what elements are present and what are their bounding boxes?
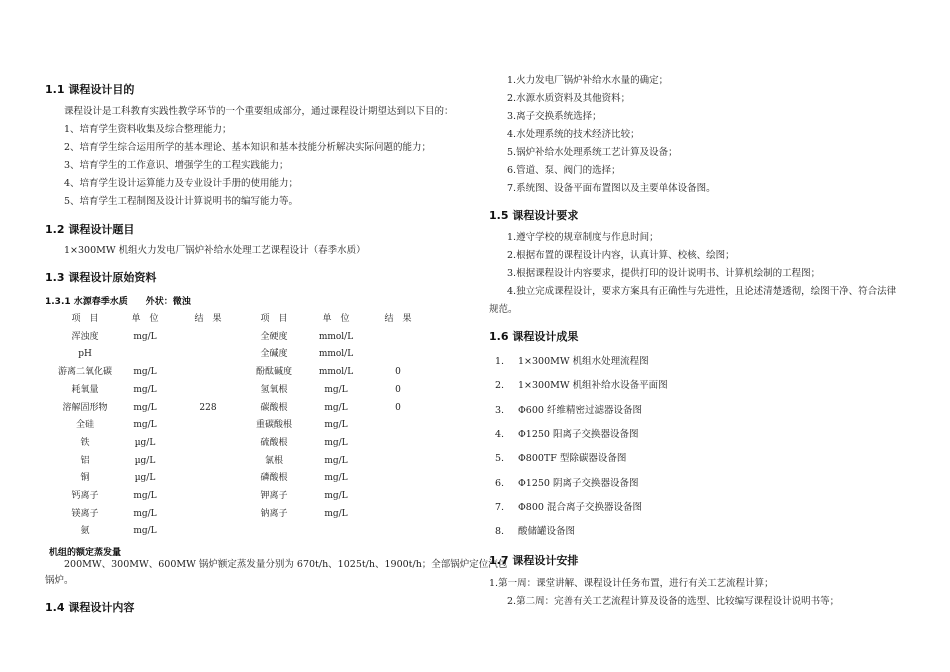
heading-1-2: 1.2 课程设计题目 [45, 223, 135, 236]
table-cell: 钾离子 [260, 491, 288, 501]
goal-item: 4、培育学生设计运算能力及专业设计手册的使用能力； [64, 178, 299, 189]
result-item-number: 7. [495, 501, 505, 513]
table-cell: mg/L [133, 402, 157, 413]
result-item-number: 6. [495, 477, 505, 489]
table-cell: 溶解固形物 [62, 402, 108, 413]
result-item-text: Φ600 纤维精密过滤器设备图 [518, 404, 642, 416]
schedule-item: 2.第二周：完善有关工艺流程计算及设备的选型、比较编写课程设计说明书等； [507, 596, 840, 607]
table-cell: 游离二氧化碳 [57, 367, 112, 378]
table-cell: 酚酞碱度 [255, 367, 292, 378]
table-cell: mg/L [324, 491, 348, 501]
table-cell: 浑浊度 [71, 331, 99, 342]
result-item-number: 3. [495, 404, 505, 416]
content-item: 2.水源水质资料及其他资料； [507, 93, 631, 104]
table-cell: mg/L [324, 402, 348, 413]
table-cell: 氯根 [264, 455, 283, 466]
result-item-number: 4. [495, 428, 505, 440]
table-header-cell: 结 果 [384, 314, 412, 324]
table-cell: 全硅 [75, 420, 94, 431]
table-header-cell: 单 位 [322, 314, 350, 324]
table-cell: 0 [395, 367, 401, 378]
table-cell: pH [78, 349, 92, 360]
requirement-item: 1.遵守学校的规章制度与作息时间； [507, 232, 659, 243]
table-cell: µg/L [134, 437, 156, 448]
result-item-text: Φ800 混合离子交换器设备图 [518, 501, 642, 513]
heading-1-4: 1.4 课程设计内容 [45, 601, 135, 614]
table-cell: mg/L [324, 508, 348, 519]
requirement-item-continued: 规范。 [489, 304, 518, 315]
requirement-item: 3.根据课程设计内容要求，提供打印的设计说明书、计算机绘制的工程图； [507, 268, 821, 279]
result-item-text: 1×300MW 机组水处理流程图 [518, 356, 649, 367]
result-item-number: 1. [495, 356, 505, 367]
steam-capacity-line: 锅炉。 [45, 575, 74, 586]
table-cell: 0 [395, 402, 401, 413]
table-cell: mmol/L [318, 349, 354, 360]
table-cell: 全硬度 [260, 331, 288, 342]
table-cell: 重碳酸根 [255, 420, 292, 431]
table-cell: 铁 [80, 437, 90, 448]
goal-item: 3、培育学生的工作意识、增强学生的工程实践能力； [64, 160, 289, 171]
table-header-cell: 单 位 [131, 314, 159, 324]
table-cell: mg/L [324, 473, 348, 484]
heading-1-6: 1.6 课程设计成果 [489, 330, 579, 343]
table-cell: 全碱度 [260, 349, 288, 360]
table-cell: 耗氧量 [71, 384, 99, 395]
goal-item: 1、培育学生资料收集及综合整理能力； [64, 124, 232, 135]
result-item-number: 5. [495, 453, 505, 465]
table-cell: 镁离子 [71, 508, 99, 519]
requirement-item: 2.根据布置的课程设计内容，认真计算、校核、绘图； [507, 250, 735, 261]
table-cell: mg/L [133, 420, 157, 431]
table-cell: mg/L [324, 455, 348, 466]
table-cell: µg/L [134, 473, 156, 484]
content-item: 3.离子交换系统选择； [507, 111, 602, 122]
heading-1-5: 1.5 课程设计要求 [489, 209, 579, 222]
intro-paragraph: 课程设计是工科教育实践性教学环节的一个重要组成部分，通过课程设计期望达到以下目的： [64, 106, 454, 117]
table-cell: 铜 [80, 473, 90, 484]
steam-capacity-title: 机组的额定蒸发量 [49, 548, 122, 558]
table-cell: 氢氧根 [260, 384, 288, 395]
heading-1-3: 1.3 课程设计原始资料 [45, 271, 157, 284]
table-cell: mg/L [324, 437, 348, 448]
result-item-text: Φ800TF 型除碳器设备图 [518, 453, 627, 465]
table-cell: mmol/L [318, 331, 354, 342]
design-topic: 1×300MW 机组火力发电厂锅炉补给水处理工艺课程设计（春季水质） [64, 245, 366, 256]
result-item-text: 酸储罐设备图 [518, 526, 576, 538]
table-cell: mg/L [133, 526, 157, 537]
content-item: 5.锅炉补给水处理系统工艺计算及设备； [507, 147, 678, 158]
table-cell: mg/L [133, 367, 157, 378]
table-cell: mg/L [133, 491, 157, 501]
table-header-cell: 项 目 [260, 314, 288, 324]
requirement-item: 4.独立完成课程设计，要求方案具有正确性与先进性，且论述清楚透彻，绘图干净、符合法律 [507, 286, 897, 297]
table-cell: 硫酸根 [260, 437, 288, 448]
table-cell: mg/L [133, 331, 157, 342]
table-cell: 0 [395, 384, 401, 395]
goal-item: 5、培育学生工程制图及设计计算说明书的编写能力等。 [64, 196, 299, 207]
heading-1-7: 1.7 课程设计安排 [489, 554, 579, 567]
content-item: 4.水处理系统的技术经济比较； [507, 129, 640, 140]
result-item-text: 1×300MW 机组补给水设备平面图 [518, 380, 668, 392]
table-cell: 碳酸根 [260, 402, 288, 413]
table-cell: µg/L [134, 455, 156, 466]
table-cell: 铝 [80, 455, 90, 466]
table-cell: 氨 [80, 526, 90, 537]
table-cell: mg/L [133, 384, 157, 395]
result-item-text: Φ1250 阴离子交换器设备图 [518, 477, 639, 489]
content-item: 6.管道、泵、阀门的选择； [507, 165, 621, 176]
table-cell: mg/L [133, 508, 157, 519]
table-cell: 钠离子 [260, 508, 288, 519]
result-item-number: 2. [495, 380, 505, 392]
table-cell: mg/L [324, 384, 348, 395]
heading-1-1: 1.1 课程设计目的 [45, 83, 135, 96]
table-cell: mg/L [324, 420, 348, 431]
table-cell: mmol/L [318, 367, 354, 378]
content-item: 1.火力发电厂锅炉补给水水量的确定； [507, 75, 669, 86]
table-header-cell: 结 果 [194, 314, 222, 324]
table-cell: 228 [199, 402, 217, 413]
result-item-text: Φ1250 阳离子交换器设备图 [518, 428, 639, 440]
result-item-number: 8. [495, 526, 505, 538]
table-cell: 钙离子 [71, 491, 99, 501]
goal-item: 2、培育学生综合运用所学的基本理论、基本知识和基本技能分析解决实际问题的能力； [64, 142, 432, 153]
table-header-cell: 项 目 [71, 314, 99, 324]
table-cell: 磷酸根 [260, 473, 288, 484]
heading-1-3-1: 1.3.1 水源春季水质 外状：微浊 [45, 297, 191, 307]
schedule-item: 1.第一周：课堂讲解、课程设计任务布置，进行有关工艺流程计算； [489, 578, 774, 589]
content-item: 7.系统图、设备平面布置图以及主要单体设备图。 [507, 183, 716, 194]
steam-capacity-line: 200MW、300MW、600MW 锅炉额定蒸发量分别为 670t/h、1025t/h、1900t/h；全部锅炉定位汽包 [64, 559, 508, 570]
results-list [475, 356, 950, 546]
water-quality-table [0, 313, 475, 543]
